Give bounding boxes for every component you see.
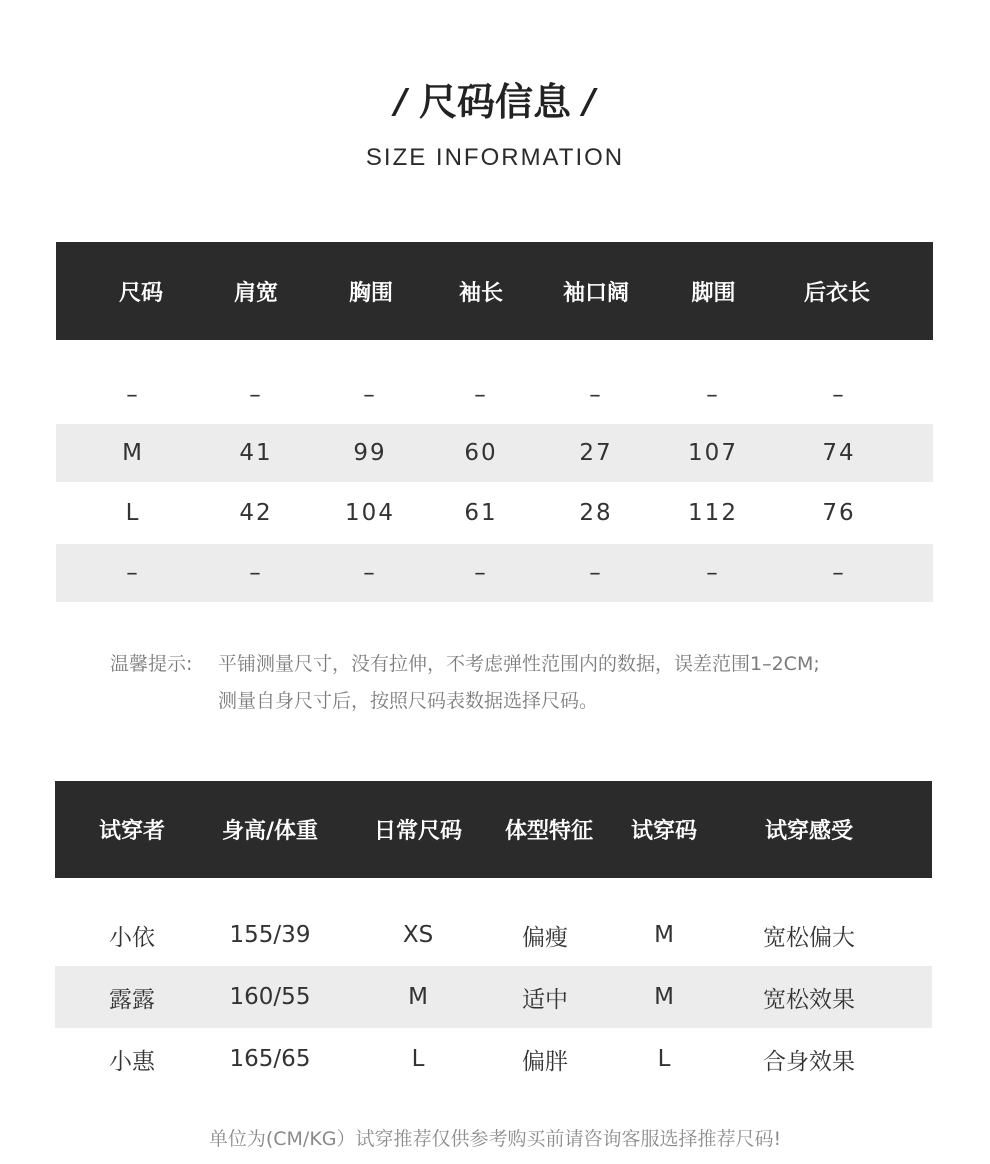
size-header-cuff: 袖口阔 [562,280,629,306]
size-table [56,242,933,602]
size-cell: – [589,382,603,408]
size-cell: – [474,382,488,408]
size-header-shoulder: 肩宽 [233,280,278,306]
footer-note: 单位为(CM/KG）试穿推荐仅供参考购买前请咨询客服选择推荐尺码! [208,1128,782,1150]
size-cell: 61 [464,500,498,526]
tryon-table-header [55,781,932,878]
tryon-header-usual-size: 日常尺码 [373,819,462,844]
tryon-cell: 合身效果 [763,1048,855,1075]
tryon-cell: 160/55 [229,984,311,1010]
tryon-header-tried-size: 试穿码 [630,819,697,844]
note-text-1: 平铺测量尺寸，没有拉伸，不考虑弹性范围内的数据，误差范围1–2CM; [218,653,820,675]
size-row-placeholder-bottom [56,544,933,602]
size-cell: 60 [464,440,498,466]
tryon-header-body-type: 体型特征 [505,819,594,844]
size-header-size: 尺码 [118,280,163,306]
tryon-cell: 155/39 [229,922,311,948]
title-text: 尺码信息 [418,80,571,124]
tryon-header-tester: 试穿者 [98,819,165,844]
tryon-cell: 小惠 [109,1048,155,1075]
note-line-1 [110,646,930,683]
table-spacer [56,340,933,366]
size-cell: 27 [579,440,613,466]
page-title [0,72,990,132]
size-cell: – [249,382,263,408]
measurement-note [110,646,930,720]
tryon-table [55,781,932,1090]
note-indent [110,683,218,720]
size-table-header [56,242,933,340]
tryon-row-1 [55,904,932,966]
size-cell: 112 [688,500,738,526]
tryon-row-3 [55,1028,932,1090]
tryon-header-height-weight: 身高/体重 [221,819,319,844]
tryon-cell: 偏瘦 [522,924,568,951]
table-spacer [55,878,932,904]
size-header-sleeve: 袖长 [458,280,503,306]
size-cell: – [706,560,720,586]
tryon-cell: 适中 [522,986,568,1013]
size-header-hem: 脚围 [691,280,736,306]
size-cell: – [832,382,846,408]
note-label: 温馨提示: [110,653,193,675]
size-cell: 107 [688,440,738,466]
tryon-header-feeling: 试穿感受 [764,819,853,844]
tryon-cell: M [408,984,428,1010]
size-cell: – [474,560,488,586]
tryon-cell: 宽松效果 [763,986,855,1013]
tryon-cell: L [411,1046,425,1072]
size-header-chest: 胸围 [348,280,393,306]
tryon-cell: 偏胖 [522,1048,568,1075]
tryon-cell: M [654,922,674,948]
tryon-cell: M [654,984,674,1010]
size-cell: – [126,560,140,586]
size-cell: 76 [822,500,856,526]
page-subtitle: SIZE INFORMATION [365,144,625,171]
size-cell: 99 [353,440,387,466]
size-cell: M [122,440,144,466]
size-cell: – [589,560,603,586]
size-cell: 104 [345,500,395,526]
size-cell: – [126,382,140,408]
size-row-placeholder-top [56,366,933,424]
size-cell: 42 [239,500,273,526]
size-cell: 74 [822,440,856,466]
size-cell: – [363,382,377,408]
size-cell: – [249,560,263,586]
size-cell: L [125,500,141,526]
tryon-cell: 165/65 [229,1046,311,1072]
title-slash-left: / [394,82,407,122]
size-cell: – [832,560,846,586]
size-cell: 41 [239,440,273,466]
section-title [0,72,990,172]
tryon-cell: XS [402,922,434,948]
title-slash-right: / [583,82,596,122]
size-row-l [56,482,933,544]
size-cell: 28 [579,500,613,526]
note-text-2: 测量自身尺寸后，按照尺码表数据选择尺码。 [218,690,599,712]
tryon-cell: 露露 [109,986,155,1013]
size-cell: – [363,560,377,586]
size-row-m [56,424,933,482]
size-header-length: 后衣长 [803,280,870,306]
tryon-cell: 小依 [109,924,155,951]
note-line-2 [110,683,930,720]
tryon-cell: 宽松偏大 [763,924,855,951]
tryon-cell: L [657,1046,671,1072]
tryon-row-2 [55,966,932,1028]
size-cell: – [706,382,720,408]
